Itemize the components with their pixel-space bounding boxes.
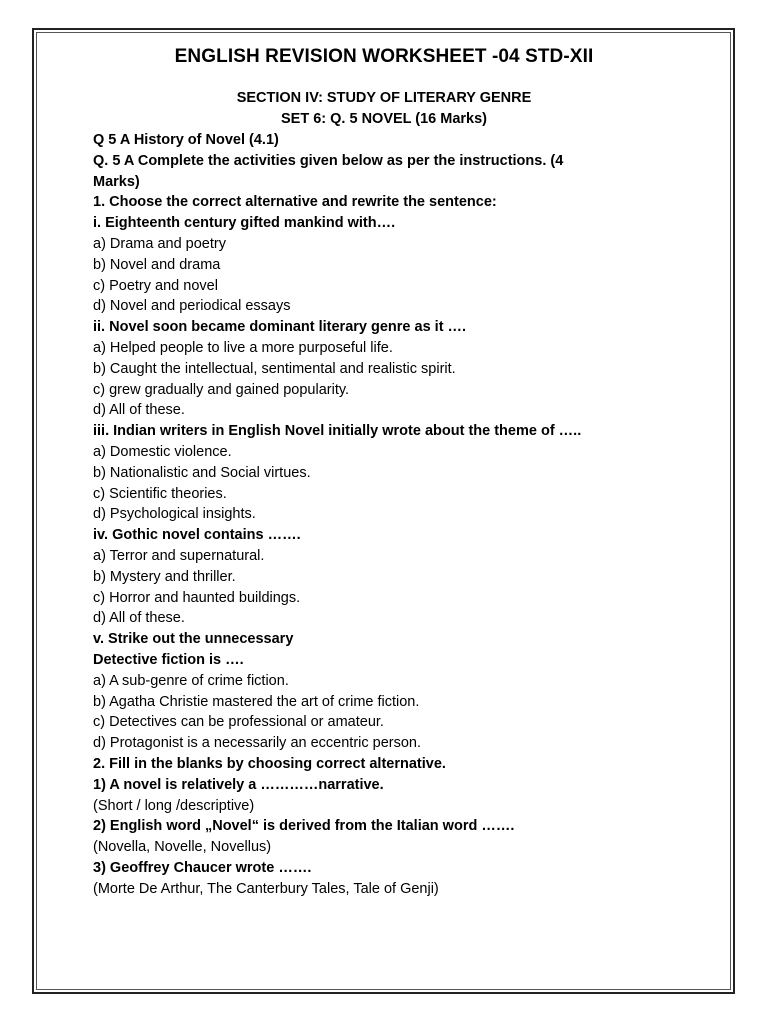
option-line: b) Agatha Christie mastered the art of crime fiction. bbox=[93, 693, 420, 710]
option-line: c) Scientific theories. bbox=[93, 485, 227, 502]
option-line: a) Domestic violence. bbox=[93, 443, 232, 460]
option-line: c) Poetry and novel bbox=[93, 277, 218, 294]
section-heading: SECTION IV: STUDY OF LITERARY GENRE bbox=[236, 90, 532, 106]
option-line: a) A sub-genre of crime fiction. bbox=[93, 672, 289, 689]
worksheet-title: ENGLISH REVISION WORKSHEET -04 STD-XII bbox=[174, 46, 594, 67]
option-line: c) Detectives can be professional or amateur. bbox=[93, 714, 384, 731]
question-line: Q 5 A History of Novel (4.1) bbox=[93, 132, 279, 148]
question-line: iii. Indian writers in English Novel initially wrote about the theme of ….. bbox=[93, 423, 582, 440]
option-line: a) Helped people to live a more purposeful life. bbox=[93, 339, 393, 356]
option-line: b) Nationalistic and Social virtues. bbox=[93, 464, 311, 481]
question-line: 1. Choose the correct alternative and rewrite the sentence: bbox=[93, 194, 497, 211]
question-line: i. Eighteenth century gifted mankind with…. bbox=[93, 215, 396, 232]
option-line: (Short / long /descriptive) bbox=[93, 797, 255, 814]
option-line: b) Caught the intellectual, sentimental and realistic spirit. bbox=[93, 360, 456, 377]
question-line: ii. Novel soon became dominant literary genre as it …. bbox=[93, 319, 467, 336]
option-line: (Morte De Arthur, The Canterbury Tales, Tale of Genji) bbox=[93, 880, 439, 897]
set-heading: SET 6: Q. 5 NOVEL (16 Marks) bbox=[280, 111, 488, 127]
option-line: a) Terror and supernatural. bbox=[93, 547, 265, 564]
question-line: iv. Gothic novel contains ……. bbox=[93, 527, 301, 544]
option-line: d) Protagonist is a necessarily an eccentric person. bbox=[93, 735, 422, 752]
question-line: Q. 5 A Complete the activities given below as per the instructions. (4 bbox=[93, 152, 564, 169]
worksheet-body bbox=[93, 130, 693, 899]
option-line: b) Novel and drama bbox=[93, 256, 221, 273]
question-line: Detective fiction is …. bbox=[93, 651, 244, 668]
option-line: (Novella, Novelle, Novellus) bbox=[93, 839, 272, 856]
option-line: c) grew gradually and gained popularity. bbox=[93, 381, 350, 398]
option-line: d) All of these. bbox=[93, 610, 185, 627]
question-line: Marks) bbox=[93, 173, 140, 190]
question-line: 2) English word „Novel“ is derived from the Italian word ……. bbox=[93, 818, 515, 835]
question-line: 2. Fill in the blanks by choosing correct alternative. bbox=[93, 755, 446, 772]
option-line: d) All of these. bbox=[93, 402, 185, 419]
option-line: a) Drama and poetry bbox=[93, 235, 226, 252]
question-line: 1) A novel is relatively a …………narrative. bbox=[93, 776, 384, 793]
question-line: 3) Geoffrey Chaucer wrote ……. bbox=[93, 859, 312, 876]
option-line: b) Mystery and thriller. bbox=[93, 568, 236, 585]
option-line: c) Horror and haunted buildings. bbox=[93, 589, 301, 606]
option-line: d) Psychological insights. bbox=[93, 506, 256, 523]
option-line: d) Novel and periodical essays bbox=[93, 298, 291, 315]
question-line: v. Strike out the unnecessary bbox=[93, 631, 294, 648]
